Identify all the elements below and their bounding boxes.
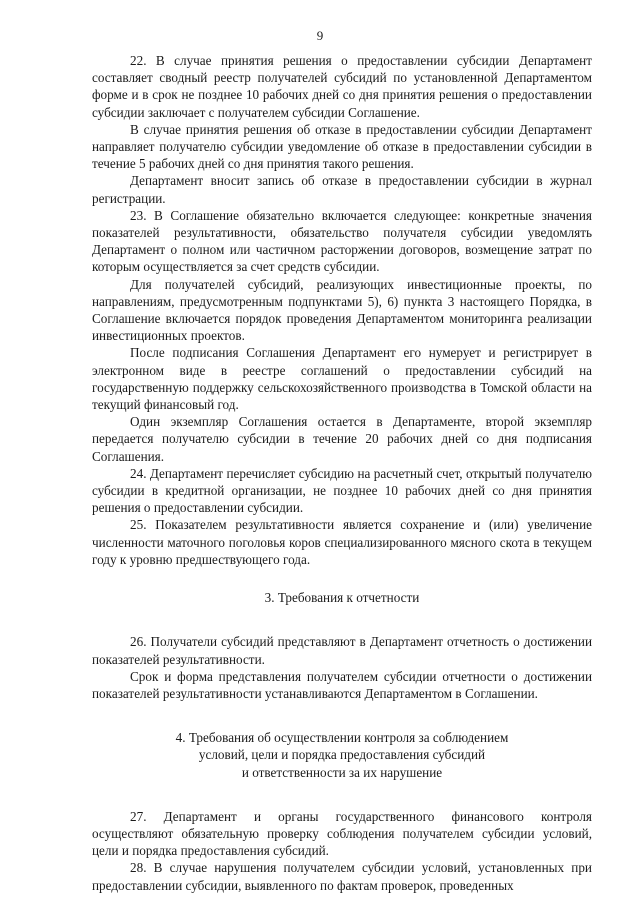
paragraph-25: 25. Показателем результативности является сохранение и (или) увеличение численности маточного поголовья коров специализированного мясного скота в текущем году к уровню предшествующего года. <box>92 517 592 567</box>
paragraph-reporting-terms: Срок и форма представления получателем субсидии отчетности о достижении показателей результативности устанавливаются Департаментом в Соглашении. <box>92 668 592 701</box>
spacer <box>92 702 592 729</box>
section-4-title-line-1: 4. Требования об осуществлении контроля за соблюдением <box>175 730 509 746</box>
paragraph-22: 22. В случае принятия решения о предоставлении субсидии Департамент составляет сводный реестр получателей субсидий по установленной Департаментом форме и в срок не позднее 10 рабочих дней со дня принятия решения о предоставлении субсидии заключает с получателем субсидии Соглашение. <box>92 53 592 120</box>
paragraph-registration: После подписания Соглашения Департамент его нумерует и регистрирует в электронном виде в реестре соглашений о предоставлении субсидий на государственную поддержку сельскохозяйственного производства в Томской области на текущий финансовый год. <box>92 345 592 413</box>
paragraph-24: 24. Департамент перечисляет субсидию на расчетный счет, открытый получателю субсидии в кредитной организации, не позднее 10 рабочих дней со дня принятия решения о предоставлении субсидии. <box>92 465 592 516</box>
paragraph-28: 28. В случае нарушения получателем субсидии условий, установленных при предоставлении субсидии, выявленного по фактам проверок, проведенных <box>92 860 592 893</box>
document-body <box>92 52 592 894</box>
spacer <box>92 781 592 808</box>
spacer <box>92 606 592 633</box>
paragraph-27: 27. Департамент и органы государственного финансового контроля осуществляют обязательную проверку соблюдения получателем субсидии условий, цели и порядка предоставления субсидий. <box>92 808 592 859</box>
paragraph-23: 23. В Соглашение обязательно включается следующее: конкретные значения показателей результативности, обязательство получателя субсидии уведомлять Департамент о полном или частичном расторжении договоров, возмещение затрат по которым осуществляется за счет средств субсидии. <box>92 207 592 275</box>
paragraph-refusal-notice: В случае принятия решения об отказе в предоставлении субсидии Департамент направляет получателю субсидии уведомление об отказе в предоставлении субсидии в течение 5 рабочих дней со дня принятия такого решения. <box>92 121 592 172</box>
spacer <box>92 568 592 589</box>
section-3-title: 3. Требования к отчетности <box>264 590 420 606</box>
section-4-title-line-3: и ответственности за их нарушение <box>241 764 443 780</box>
section-4-title-line-2: условий, цели и порядка предоставления субсидий <box>198 747 486 763</box>
paragraph-copies: Один экземпляр Соглашения остается в Департаменте, второй экземпляр передается получателю субсидии в течение 20 рабочих дней со дня подписания Соглашения. <box>92 414 592 464</box>
paragraph-refusal-journal: Департамент вносит запись об отказе в предоставлении субсидии в журнал регистрации. <box>92 173 592 206</box>
paragraph-investment-projects: Для получателей субсидий, реализующих инвестиционные проекты, по направлениям, предусмотренным подпунктами 5), 6) пункта 3 настоящего Порядка, в Соглашение включается порядок проведения Департаментом мониторинга реализации инвестиционных проектов. <box>92 276 592 344</box>
page-number: 9 <box>316 28 324 43</box>
paragraph-26: 26. Получатели субсидий представляют в Департамент отчетность о достижении показателей результативности. <box>92 634 592 667</box>
